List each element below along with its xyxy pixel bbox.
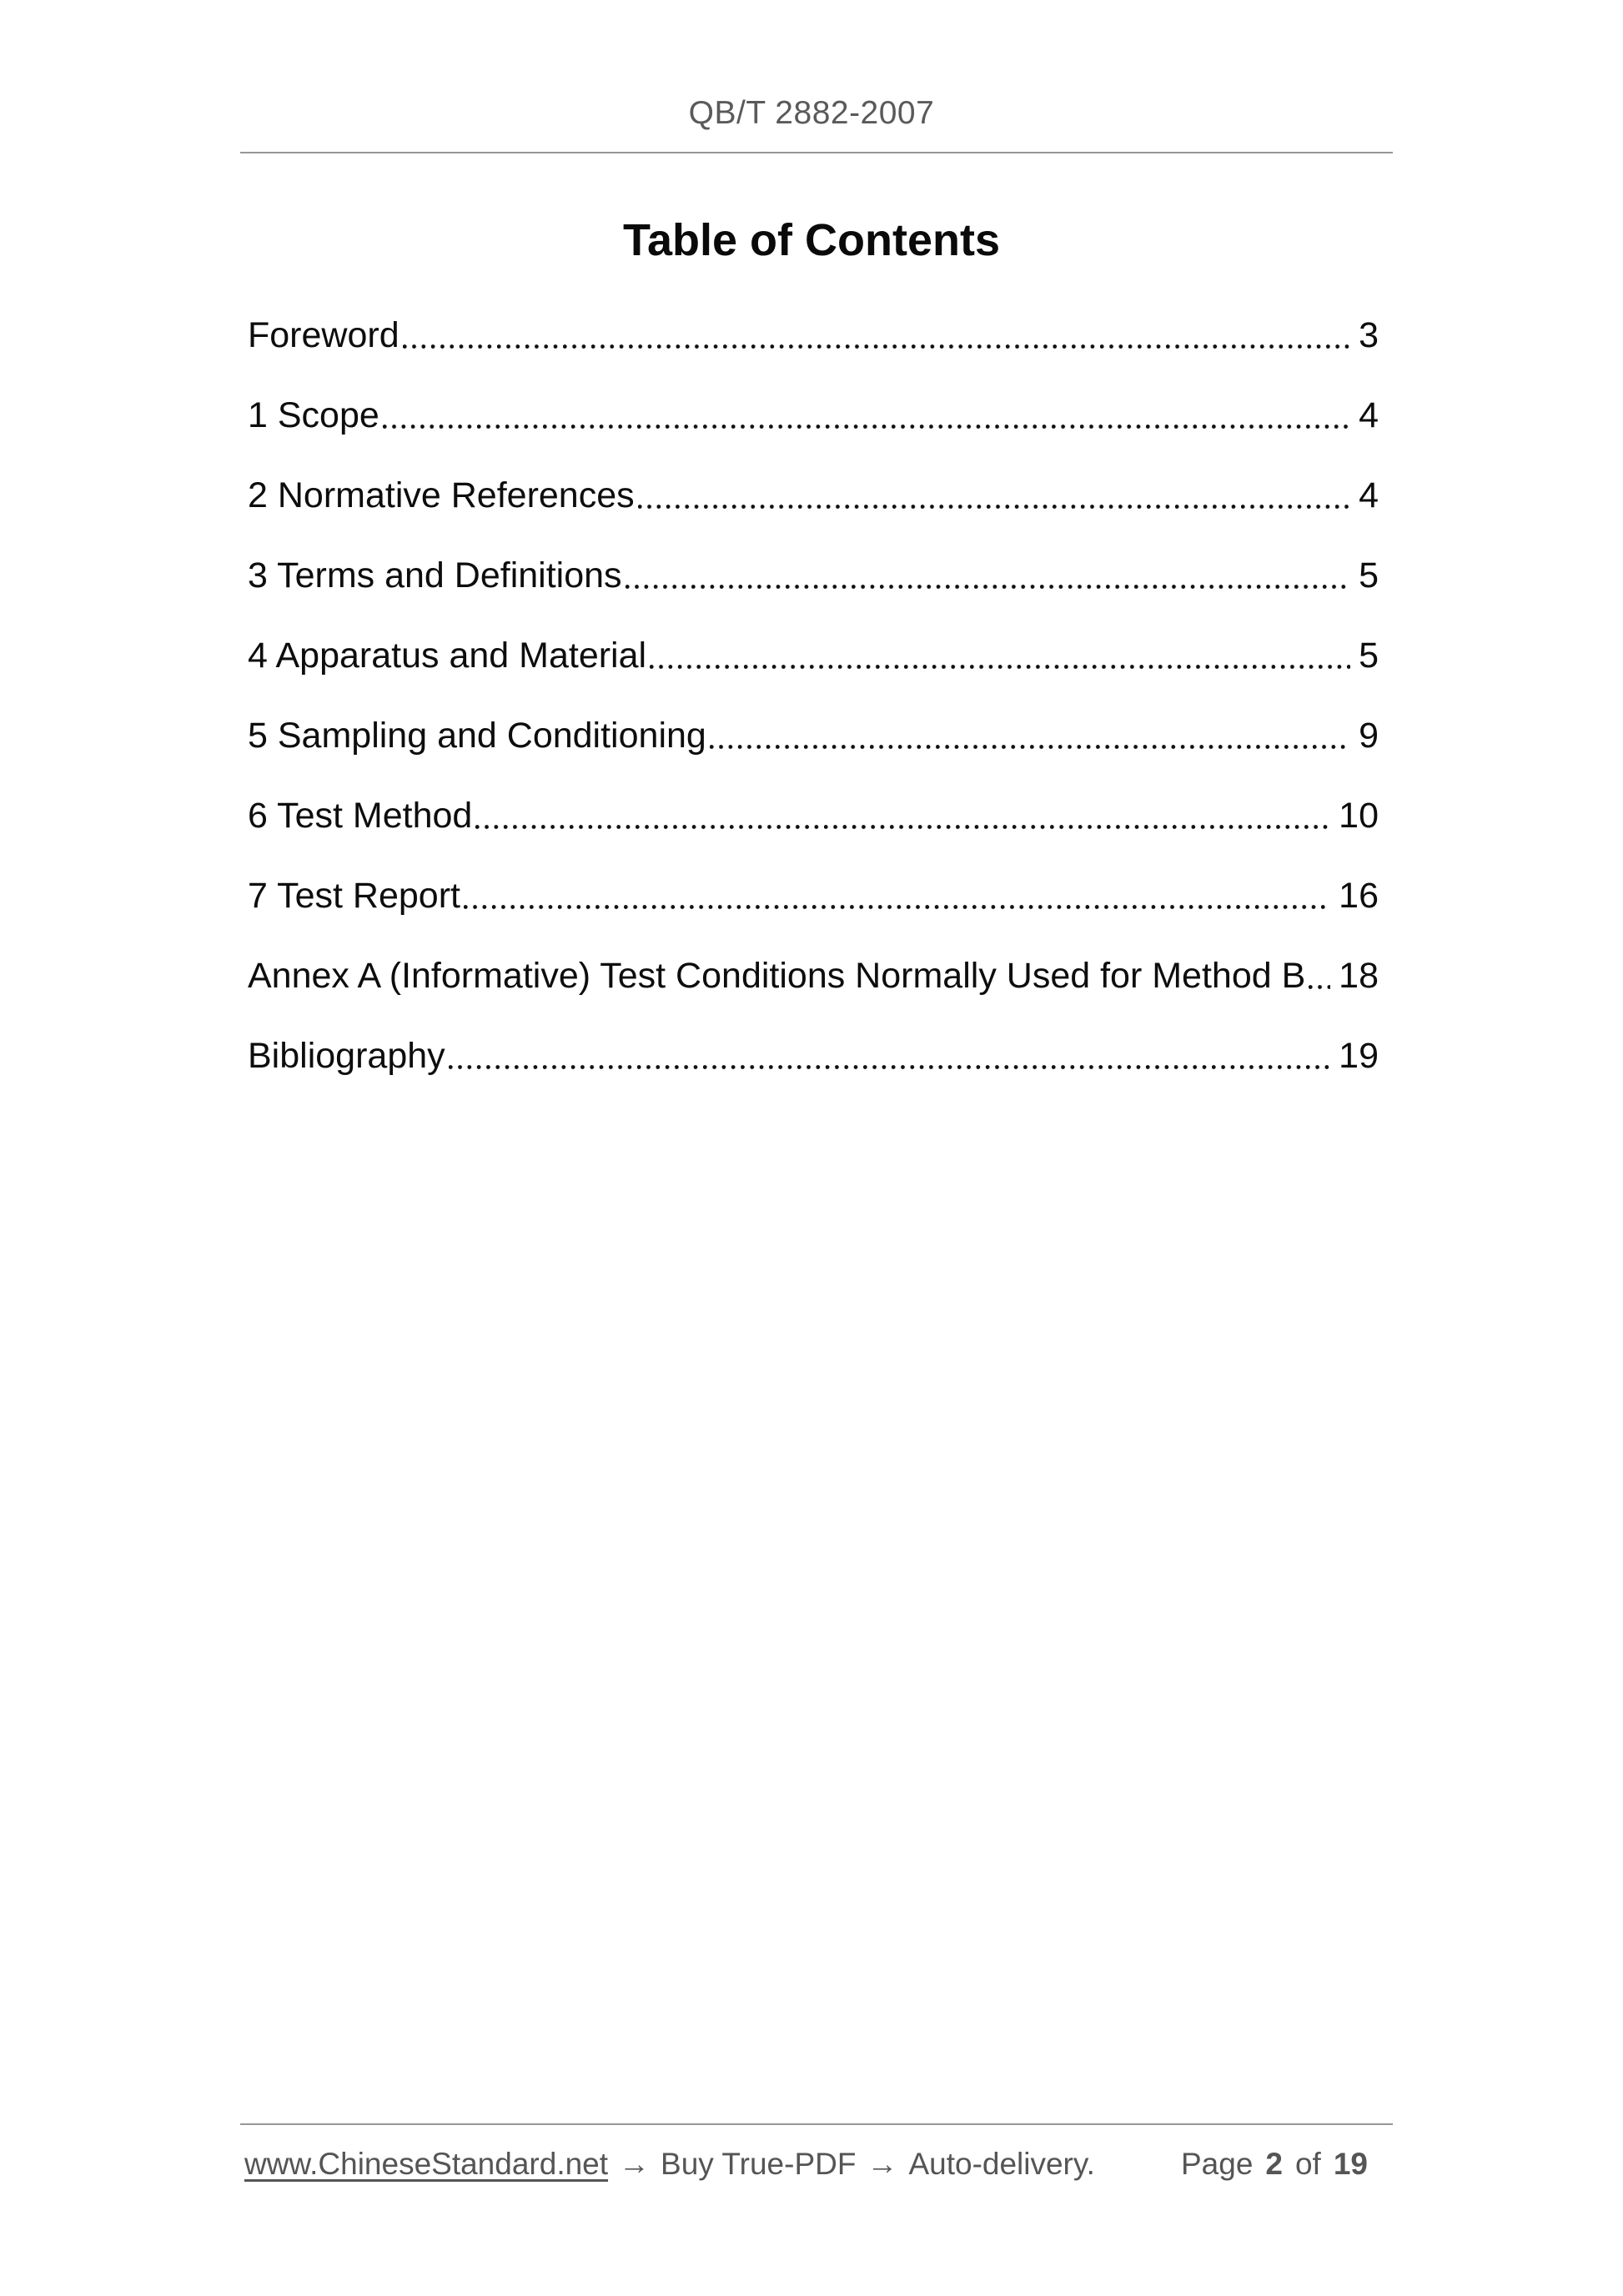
toc-leader-dots bbox=[464, 905, 1330, 909]
toc-entry-label[interactable]: 7 Test Report bbox=[248, 876, 460, 916]
toc-entry[interactable] bbox=[248, 798, 1379, 834]
toc-entry-label[interactable]: 1 Scope bbox=[248, 395, 379, 435]
toc-list bbox=[248, 315, 1379, 1118]
header-divider bbox=[240, 152, 1393, 153]
toc-entry-label[interactable]: Annex A (Informative) Test Conditions Normally Used for Method B bbox=[248, 956, 1306, 996]
toc-entry-page-number[interactable]: 10 bbox=[1339, 796, 1379, 836]
website-link[interactable]: www.ChineseStandard.net bbox=[244, 2147, 609, 2181]
toc-entry-page-number[interactable]: 5 bbox=[1359, 636, 1379, 676]
toc-entry-page-number[interactable]: 16 bbox=[1339, 876, 1379, 916]
toc-leader-dots bbox=[475, 825, 1330, 829]
right-arrow-icon: → bbox=[867, 2147, 898, 2181]
toc-entry[interactable] bbox=[248, 958, 1379, 994]
page-indicator bbox=[1181, 2147, 1393, 2182]
toc-entry-label[interactable]: 3 Terms and Definitions bbox=[248, 555, 622, 595]
toc-leader-dots bbox=[383, 425, 1350, 429]
toc-entry[interactable] bbox=[248, 555, 1379, 595]
of-word: of bbox=[1294, 2147, 1321, 2181]
footer-divider bbox=[240, 2123, 1393, 2125]
toc-entry-label[interactable]: 4 Apparatus and Material bbox=[248, 636, 647, 676]
footer-promo bbox=[244, 2147, 1095, 2182]
toc-leader-dots bbox=[638, 505, 1350, 509]
toc-entry[interactable] bbox=[248, 315, 1379, 355]
toc-entry[interactable] bbox=[248, 718, 1379, 754]
toc-entry[interactable] bbox=[248, 475, 1379, 515]
page-title: Table of Contents bbox=[623, 215, 1000, 265]
toc-entry[interactable] bbox=[248, 395, 1379, 435]
toc-entry[interactable] bbox=[248, 878, 1379, 914]
toc-entry-page-number[interactable]: 5 bbox=[1359, 555, 1379, 595]
toc-entry-page-number[interactable]: 4 bbox=[1359, 475, 1379, 515]
toc-entry-label[interactable]: Foreword bbox=[248, 315, 399, 355]
toc-leader-dots bbox=[626, 585, 1351, 589]
toc-entry[interactable] bbox=[248, 638, 1379, 674]
right-arrow-icon: → bbox=[619, 2147, 651, 2181]
toc-entry-label[interactable]: Bibliography bbox=[248, 1036, 445, 1076]
header-doc-code: QB/T 2882-2007 bbox=[688, 95, 935, 131]
page-word: Page bbox=[1180, 2147, 1254, 2181]
toc-entry-label[interactable]: 2 Normative References bbox=[248, 475, 635, 515]
toc-entry-page-number[interactable]: 3 bbox=[1359, 315, 1379, 355]
toc-entry-page-number[interactable]: 18 bbox=[1339, 956, 1379, 996]
current-page-number: 2 bbox=[1265, 2147, 1283, 2181]
toc-entry-page-number[interactable]: 4 bbox=[1359, 395, 1379, 435]
toc-entry-page-number[interactable]: 9 bbox=[1359, 716, 1379, 756]
footer-step-buy: Buy True-PDF bbox=[661, 2147, 857, 2181]
footer-step-delivery: Auto-delivery. bbox=[908, 2147, 1095, 2181]
toc-entry[interactable] bbox=[248, 1038, 1379, 1074]
toc-leader-dots bbox=[449, 1065, 1331, 1069]
toc-leader-dots bbox=[710, 745, 1350, 749]
total-page-number: 19 bbox=[1333, 2147, 1368, 2181]
toc-entry-label[interactable]: 6 Test Method bbox=[248, 796, 473, 836]
toc-entry-label[interactable]: 5 Sampling and Conditioning bbox=[248, 716, 706, 756]
toc-leader-dots bbox=[403, 344, 1350, 349]
toc-leader-dots bbox=[1309, 985, 1330, 989]
page-footer bbox=[244, 2147, 1393, 2182]
toc-entry-page-number[interactable]: 19 bbox=[1339, 1036, 1379, 1076]
toc-leader-dots bbox=[650, 665, 1350, 669]
